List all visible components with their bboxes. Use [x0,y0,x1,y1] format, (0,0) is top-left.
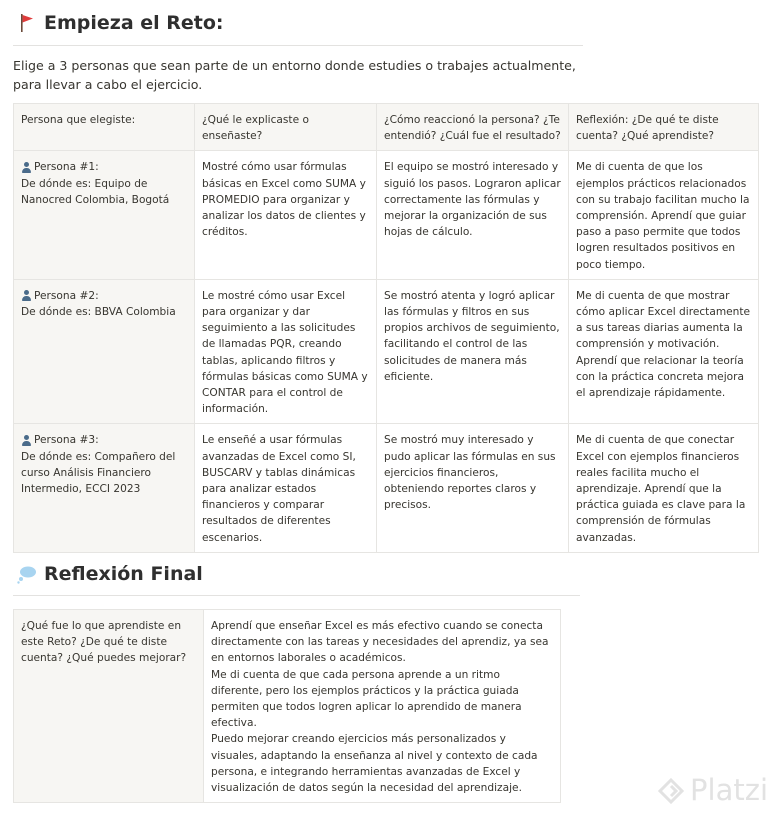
watermark-text: Platzi [690,773,768,807]
title-divider [13,45,583,46]
answer-paragraph: Me di cuenta de que cada persona aprende a un ritmo diferente, pero los ejemplos prácticos y la práctica guiada permiten que todos logren aplicar lo aprendido de manera efectiva. [211,668,522,730]
persona-origin: De dónde es: BBVA Colombia [21,306,176,319]
reflection-cell: Me di cuenta de que conectar Excel con ejemplos financieros reales facilita mucho el aprendizaje. Aprendí que la práctica guiada es clave para la comprensión de fórmulas avanzadas. [569,424,759,552]
table-row [14,610,561,803]
persona-cell [14,424,195,552]
persona-label: Persona #1: [34,161,99,174]
answer-paragraph: Aprendí que enseñar Excel es más efectivo cuando se conecta directamente con las tareas y necesidades del aprendiz, ya sea en entornos laborales o académicos. [211,620,549,665]
persona-label: Persona #3: [34,434,99,447]
intro-paragraph: Elige a 3 personas que sean parte de un entorno donde estudies o trabajes actualmente, para llevar a cabo el ejercicio. [13,58,576,92]
challenge-table [13,103,759,553]
section-title-reflexion [16,563,203,585]
persona-cell [14,151,195,279]
reflection-cell: Me di cuenta de que los ejemplos prácticos relacionados con su trabajo facilitan mucho la comprensión. Aprendí que guiar paso a paso permite que todos logren resultados positivos en poco tiempo. [569,151,759,279]
reaction-cell: Se mostró muy interesado y pudo aplicar las fórmulas en sus ejercicios financieros, obteniendo reportes claros y precisos. [377,424,569,552]
explanation-cell: Le mostré cómo usar Excel para organizar y dar seguimiento a las solicitudes de llamadas PQR, creando tablas, aplicando filtros y fórmulas básicas como SUMA y CONTAR para el control de información. [195,279,377,424]
red-flag-icon [16,12,38,34]
header-cell: ¿Cómo reaccionó la persona? ¿Te entendió? ¿Cuál fue el resultado? [377,104,569,151]
question-cell: ¿Qué fue lo que aprendiste en este Reto? ¿De qué te diste cuenta? ¿Qué puedes mejorar? [14,610,204,803]
reaction-cell: El equipo se mostró interesado y siguió los pasos. Lograron aplicar correctamente las fórmulas y mejorar la organización de sus hojas de cálculo. [377,151,569,279]
header-cell: Reflexión: ¿De qué te diste cuenta? ¿Qué aprendiste? [569,104,759,151]
section-title-text: Empieza el Reto: [44,12,224,34]
section-title-reto [16,12,224,34]
person-icon [21,162,32,173]
reflection-cell: Me di cuenta de que mostrar cómo aplicar Excel directamente a sus tareas diarias aumenta la comprensión y motivación. Aprendí que relacionar la teoría con la práctica concreta mejora el aprendizaje rápidamente. [569,279,759,424]
final-reflection-table [13,609,561,803]
reaction-cell: Se mostró atenta y logró aplicar las fórmulas y filtros en sus propios archivos de seguimiento, facilitando el control de las solicitudes de manera más eficiente. [377,279,569,424]
explanation-cell: Mostré cómo usar fórmulas básicas en Excel como SUMA y PROMEDIO para organizar y analizar los datos de clientes y créditos. [195,151,377,279]
table-row [14,424,759,552]
title-divider [13,595,580,596]
explanation-cell: Le enseñé a usar fórmulas avanzadas de Excel como SI, BUSCARV y tablas dinámicas para analizar estados financieros y comparar resultados de diferentes escenarios. [195,424,377,552]
platzi-logo-icon [658,777,684,803]
header-cell: ¿Qué le explicaste o enseñaste? [195,104,377,151]
person-icon [21,435,32,446]
section-title-text: Reflexión Final [44,563,203,585]
table-row [14,279,759,424]
thought-bubble-icon [16,563,38,585]
answer-paragraph: Puedo mejorar creando ejercicios más personalizados y visuales, adaptando la enseñanza al nivel y contexto de cada persona, e integrando herramientas avanzadas de Excel y visualización de datos según la necesidad del aprendizaje. [211,733,538,795]
persona-origin: De dónde es: Equipo de Nanocred Colombia, Bogotá [21,177,170,206]
table-row [14,151,759,279]
header-cell: Persona que elegiste: [14,104,195,151]
persona-cell [14,279,195,424]
answer-cell [204,610,561,803]
table-header-row [14,104,759,151]
persona-label: Persona #2: [34,289,99,302]
person-icon [21,290,32,301]
platzi-watermark [658,773,768,807]
persona-origin: De dónde es: Compañero del curso Análisis Financiero Intermedio, ECCI 2023 [21,450,176,496]
